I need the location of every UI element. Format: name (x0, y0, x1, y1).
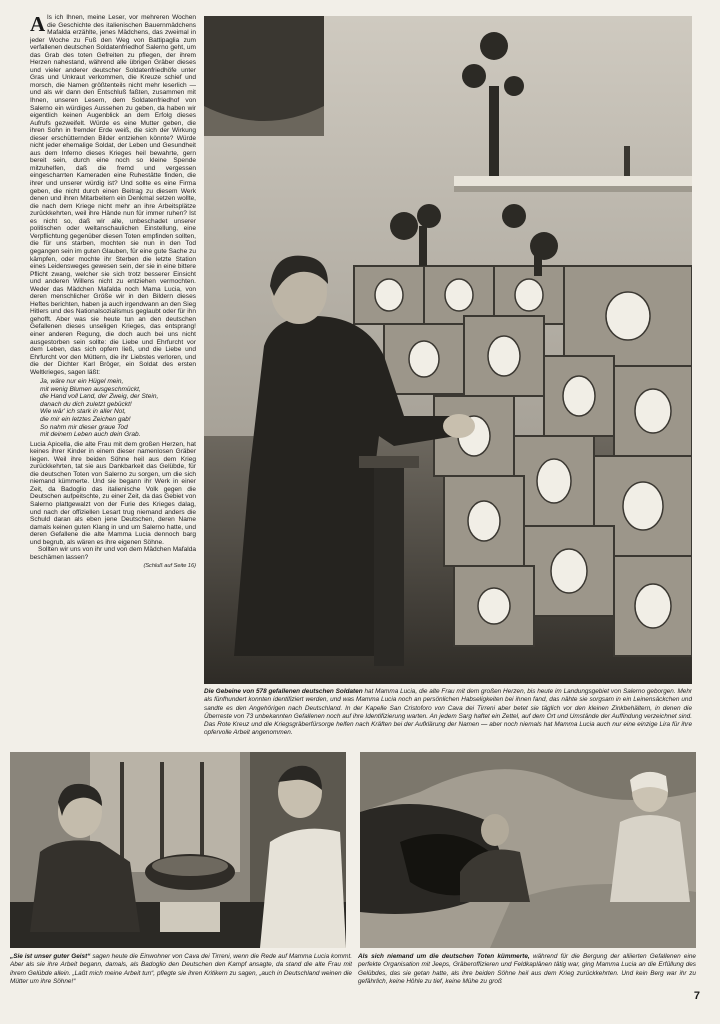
poem-line: mit wenig Blumen ausgeschmückt, (40, 385, 141, 393)
poem (40, 378, 196, 438)
photo-mamma-lucia-workshop (10, 752, 346, 948)
caption-top-photo (204, 688, 692, 746)
poem-line: danach du dich zuletzt gebückt! (40, 400, 132, 408)
caption-bottom-left-lead: „Sie ist unser guter Geist“ (10, 953, 91, 960)
caption-bottom-left-text: sagen heute die Einwohner von Cava dei Tirreni, wenn die Rede auf Mamma Lucia kommt. Aber als sie ihre Arbeit begann, damals, als Badoglio den Deutschen den Kampf ansagte, da stand die alte Frau mit ihrem Gelübde allein. „Laßt mich meine Arbeit tun“, pflegte sie ihren Kritikern zu sagen, „auch in Deutschland weinen die Mütter um ihre Söhne!“ (10, 953, 352, 985)
page-number: 7 (693, 990, 700, 1002)
photo-mamma-lucia-chapel (204, 16, 692, 684)
caption-top-lead: Die Gebeine von 578 gefallenen deutschen Soldaten (204, 688, 363, 695)
poem-line: Wie wär' ich stark in aller Not, (40, 408, 126, 416)
article-paragraph-3: Sollten wir uns von ihr und von dem Mädchen Mafalda beschämen lassen? (30, 546, 196, 561)
article-paragraph-2: Lucia Apicella, die alte Frau mit dem großen Herzen, hat keines ihrer Kinder in einem dieser namenlosen Gräber liegen. Weil ihre beiden Söhne heil aus dem Krieg zurückkehrten, tat sie aus Dankbarkeit das Gelübde, für die deutschen Toten von Salerno zu sorgen, um die sich niemand kümmerte. Und sie begann ihr Werk in einer Zeit, da Badoglio das italienische Volk gegen die Deutschen aufpeitschte, zu einer Zeit, da das Gebiet von Salerno plattgewalzt von der Furie des Krieges dalag, und nach der offiziellen Lesart trug niemand anders die Schuld daran als eben jene Deutschen, deren Name damals keinen guten Klang in und um Salerno hatte, und deren Gefallene die alte Mamma Lucia dennoch barg und begrub, als wären es ihre eigenen Söhne. (30, 440, 196, 546)
poem-line: die Hand voll Land, der Zweig, der Stein, (40, 393, 159, 401)
article-paragraph-1: ls ich Ihnen, meine Leser, vor mehreren Wochen die Geschichte des italienischen Bauernmädchens Mafalda erzählte, jenes Mädchens, das zweimal in jeder Woche zu Fuß den Weg von Battipaglia zum verfallenen deutschen Soldatenfriedhof Salerno geht, um das Grab des toten Gefreiten zu pflegen, der ihrem Herzen nahestand, während alle übrigen Gräber dieses und vieler anderer deutscher Soldatenfriedhöfe unter Gras und Unkraut verkommen, die Kreuze schief und morsch, die Namen größtenteils nicht mehr leserlich — und als wir dann den Entschluß faßten, zusammen mit Ihnen, unseren Lesern, dem Soldatenfriedhof von Salerno ein würdiges Aussehen zu geben, da haben wir eigentlich keinen Augenblick an dem Erfolg dieses Aufrufs gezweifelt. Würde es eine Mutter geben, die ihren Sohn in fremder Erde weiß, die sich der Wirkung dieser erschütternden Bilder entziehen könnte? Würde nicht jeder ehemalige Soldat, der Leben und Gesundheit aus dem Inferno dieses Krieges heil bewahrte, gern bereit sein, durch eine noch so kleine Spende mitzuhelfen, daß die fremd und vergessen eingescharrten Kameraden eine Ruhestätte finden, die ihrer und unserer würdig ist? Und sollte es eine Firma geben, die nicht durch einen Beitrag zu diesem Werk denen und ihren Mitarbeitern ein Denkmal setzen wollte, die nach dem Kriege nicht mehr an ihre Arbeitsplätze zurückkehrten, weil ihre Hände nun für immer ruhen? Ist es nicht so, daß wir alle, unbeschadet unserer politischen oder weltanschaulichen Einstellung, eine Verpflichtung gegenüber diesen Toten empfinden sollten, die für uns starben, mochten sie nun in den Tod gegangen sein im guten Glauben, für eine gute Sache zu kämpfen, oder mochte ihr Sterben die letzte Station eines Leidensweges gewesen sein, der sie in eine bittere Pflicht zwang, welcher sie sich trotz besserer Einsicht und anderen Willens nicht zu entziehen vermochten. Weder das Mädchen Mafalda noch Mama Lucia, von deren menschlicher Größe wir in den Bildern dieses Heftes berichten, haben ja auch irgendwann an den Sieg Hitlers und des Nationalsozialismus geglaubt oder für ihn gehofft. Aber was sie heute tun an den deutschen Gefallenen dieses unseligen Krieges, das entsprang! einer anderen Regung, die doch auch bei uns nicht ausgestorben sein sollte: die Liebe und Ehrfurcht vor dem Leben, das sich opfern ließ, und die Liebe und Ehrfurcht vor den Müttern, die ihr Liebstes verloren, und die der Dichter Karl Bröger, ein Soldat des ersten Weltkrieges, sagen läßt: (30, 14, 196, 376)
caption-bottom-right-lead: Als sich niemand um die deutschen Toten kümmerte, (358, 953, 530, 960)
caption-bottom-right-text: während für die Bergung der alliierten Gefallenen eine perfekte Organisation mit Jeeps, Gräberoffizieren und Feldkaplänen tätig war, ging Mamma Lucia an die Erfüllung des Gelübdes, das sie getan hatte, als ihre beiden Söhne heil aus dem Krieg zurückkehrten. Und kein Berg war ihr zu gefährlich, keine Höhle zu tief, keine Mühe zu groß (358, 953, 696, 985)
poem-line: Ja, wäre nur ein Hügel mein, (40, 378, 124, 386)
drop-cap: A (30, 14, 46, 36)
article-column (30, 14, 196, 742)
continuation-note: (Schluß auf Seite 16) (143, 563, 196, 570)
chapel-photo-image (204, 16, 692, 684)
poem-line: mit deinem Leben auch dein Grab. (40, 431, 141, 439)
caption-bottom-left-photo (10, 953, 352, 997)
workshop-photo-image (10, 752, 346, 948)
poem-line: die mir ein letztes Zeichen gab! (40, 415, 131, 423)
caption-bottom-right-photo (358, 953, 696, 997)
photo-mamma-lucia-cave (360, 752, 696, 948)
poem-line: So nahm mir dieser graue Tod (40, 423, 128, 431)
caption-top-text: hat Mamma Lucia, die alte Frau mit dem großen Herzen, bis heute im Landungsgebiet von Salerno geborgen. Mehr als fünfhundert konnten identifiziert werden, und was Mamma Lucia noch an persönlichen Habseligkeiten bei ihnen fand, das nähte sie sorgsam in ein Leinensäckchen und sandte es den Angehörigen nach Deutschland. In der Kapelle San Cristoforo von Cava dei Tirreni aber betet sie täglich vor den kleinen Zinkbehältern, in denen die Überreste von 73 unbekannten Gefallenen noch auf ihre Identifizierung warten. An jedem Sarg haftet ein Zettel, auf dem Ort und Umstände der Auffindung verzeichnet sind. Das Rote Kreuz und die Kriegsgräberfürsorge helfen nach Kräften bei der Aufklärung der Namen — aber noch niemals hat Mamma Lucia auch nur eine einzige Lira für ihre opfervolle Arbeit angenommen. (204, 688, 692, 737)
cave-photo-image (360, 752, 696, 948)
